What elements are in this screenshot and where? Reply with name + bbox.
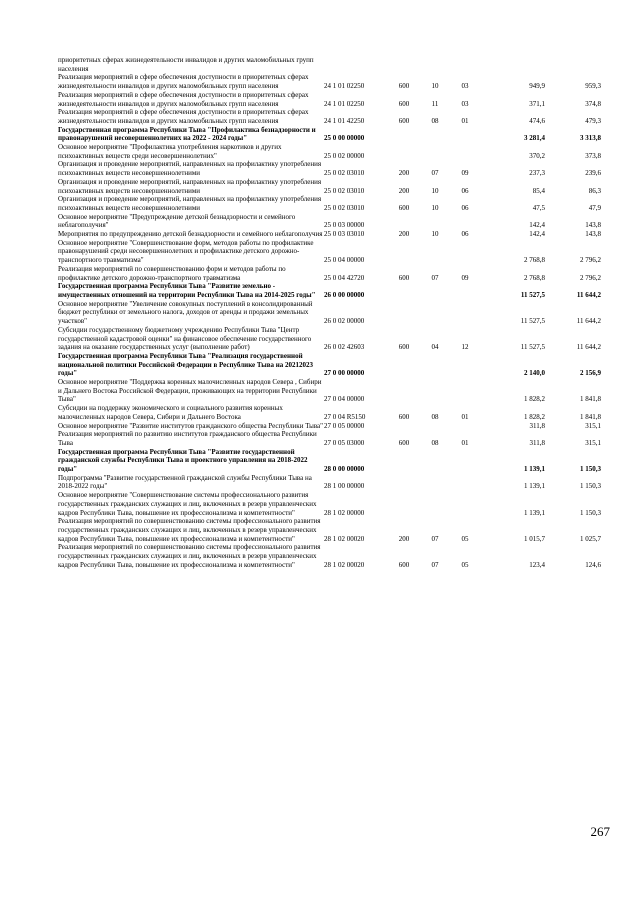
amount-year-1: 237,3 (529, 169, 545, 178)
table-row (58, 195, 601, 212)
expense-type-code: 600 (398, 560, 410, 569)
row-name: Основное мероприятие "Совершенствование системы профессионального развития государственных гражданских служащих и лиц, включенных в резерв управленческих кадров Республики Тыва, повышение их профессионализма и компетентности" (58, 491, 317, 517)
table-row (58, 300, 601, 326)
subsection-code (450, 422, 480, 431)
table-row (58, 108, 601, 125)
section-code (420, 56, 450, 73)
expense-type-code: 600 (398, 438, 410, 447)
amount-year-1: 1 015,7 (524, 534, 545, 543)
row-name: Субсидии государственному бюджетному учреждению Республики Тыва "Центр государственной кадастровой оценки" на финансовое обеспечение государственного задания на оказание государственных услуг (выполнение работ) (58, 325, 312, 352)
target-article-code: 27 0 05 00000 (324, 421, 365, 430)
target-article-code: 25 0 02 03010 (324, 203, 365, 212)
amount-year-1: 85,4 (532, 186, 545, 195)
subsection-code: 03 (461, 99, 469, 108)
amount-year-2: 1 150,3 (580, 482, 601, 491)
subsection-code: 05 (461, 534, 469, 543)
amount-year-2: 11 644,2 (576, 343, 601, 352)
amount-year-2: 143,8 (585, 221, 601, 230)
amount-year-1: 3 281,4 (524, 134, 545, 143)
section-code (420, 474, 450, 491)
row-name: Государственная программа Республики Тыва "Реализация государственной национальной политики Российской Федерации в Республике Тыва на 20212023 годы" (58, 351, 314, 378)
row-name: Реализация мероприятий по развитию институтов гражданского общества Республики Тыва (58, 430, 317, 447)
subsection-code (450, 143, 480, 160)
row-name: Государственная программа Республики Тыва "Развитие государственной гражданской службы Республики Тыва и проектного управления на 2018-2022 годы" (58, 447, 308, 474)
subsection-code (450, 491, 480, 517)
table-row (58, 178, 601, 195)
amount-year-1 (480, 56, 545, 73)
amount-year-1: 949,9 (529, 82, 545, 91)
table-row (58, 491, 601, 517)
amount-year-1: 311,8 (529, 421, 545, 430)
table-row (58, 56, 601, 73)
page-number: 267 (590, 824, 610, 839)
row-name: Реализация мероприятий по совершенствованию системы профессионального развития государственных гражданских служащих и лиц, включенных в резерв управленческих кадров Республики Тыва, повышение их профессионализма и компетентности" (58, 517, 321, 543)
expense-type-code: 600 (398, 412, 410, 421)
row-name: Субсидии на поддержку экономического и социального развития коренных малочисленных народов Севера, Сибири и Дальнего Востока (58, 404, 283, 421)
subsection-code (450, 282, 480, 299)
amount-year-2: 479,3 (585, 116, 601, 125)
amount-year-2: 86,3 (588, 186, 601, 195)
subsection-code (450, 239, 480, 265)
expense-type-code (388, 282, 420, 299)
amount-year-1: 142,4 (529, 230, 545, 239)
expense-type-code (388, 448, 420, 474)
target-article-code: 27 0 04 00000 (324, 395, 365, 404)
subsection-code: 06 (461, 230, 469, 239)
amount-year-2: 373,8 (585, 151, 601, 160)
subsection-code: 06 (461, 186, 469, 195)
amount-year-1: 123,4 (529, 560, 545, 569)
target-article-code: 26 0 02 42603 (324, 343, 365, 352)
row-name: Организация и проведение мероприятий, направленных на профилактику употребления психоактивных веществ несовершеннолетними (58, 195, 322, 212)
amount-year-2: 2 796,2 (580, 256, 601, 265)
amount-year-1: 11 527,5 (520, 317, 545, 326)
row-name: Государственная программа Республики Тыва "Профилактика безнадзорности и правонарушений несовершеннолетних на 2022 - 2024 годы" (58, 125, 316, 143)
target-article-code: 25 0 03 00000 (324, 221, 365, 230)
section-code: 07 (431, 560, 439, 569)
row-name: Реализация мероприятий в сфере обеспечения доступности в приоритетных сферах жизнедеятельности инвалидов и других маломобильных групп населения (58, 108, 309, 125)
expense-type-code: 600 (398, 203, 410, 212)
target-article-code: 26 0 02 00000 (324, 317, 365, 326)
budget-table (58, 56, 601, 569)
expense-type-code (388, 143, 420, 160)
table-row (58, 543, 601, 569)
amount-year-2: 47,9 (588, 203, 601, 212)
table-row (58, 213, 601, 230)
section-code (420, 213, 450, 230)
amount-year-1: 370,2 (529, 151, 545, 160)
amount-year-1: 11 527,5 (520, 290, 545, 299)
target-article-code: 24 1 01 02250 (324, 99, 365, 108)
amount-year-2: 1 025,7 (580, 534, 601, 543)
subsection-code: 01 (461, 438, 469, 447)
table-row (58, 430, 601, 447)
section-code: 08 (431, 438, 439, 447)
target-article-code: 24 1 01 42250 (324, 116, 365, 125)
row-name: Основное мероприятие "Профилактика употребления наркотиков и других психоактивных веществ среди несовершеннолетних" (58, 143, 282, 160)
target-article-code: 24 1 01 02250 (324, 82, 365, 91)
table-row (58, 352, 601, 378)
target-article-code: 25 0 04 00000 (324, 256, 365, 265)
amount-year-2: 11 644,2 (576, 317, 601, 326)
section-code: 07 (431, 169, 439, 178)
amount-year-1: 47,5 (532, 203, 545, 212)
expense-type-code: 600 (398, 273, 410, 282)
amount-year-2: 239,6 (585, 169, 601, 178)
table-row (58, 126, 601, 143)
table-row (58, 230, 601, 239)
expense-type-code (388, 213, 420, 230)
section-code (420, 239, 450, 265)
expense-type-code: 600 (398, 343, 410, 352)
amount-year-2: 315,1 (585, 421, 601, 430)
table-row (58, 448, 601, 474)
table-row (58, 404, 601, 421)
section-code: 10 (431, 203, 439, 212)
expense-type-code: 600 (398, 116, 410, 125)
subsection-code: 01 (461, 116, 469, 125)
section-code: 08 (431, 412, 439, 421)
row-name: Основное мероприятие "Предупреждение детской безнадзорности и семейного неблагополучия" (58, 212, 296, 230)
amount-year-1: 1 828,2 (524, 395, 545, 404)
row-name: Основное мероприятие "Поддержка коренных малочисленных народов Севера , Сибири и Дальнего Востока Российской Федерации, проживающих на территории Республики Тыва" (58, 378, 322, 404)
table-row (58, 91, 601, 108)
amount-year-1: 2 140,0 (524, 369, 545, 378)
expense-type-code (388, 491, 420, 517)
amount-year-1: 371,1 (529, 99, 545, 108)
row-name: Организация и проведение мероприятий, направленных на профилактику употребления психоактивных веществ несовершеннолетними (58, 160, 322, 178)
row-name: Реализация мероприятий в сфере обеспечения доступности в приоритетных сферах жизнедеятельности инвалидов и других маломобильных групп населения (58, 73, 309, 91)
target-article-code: 27 0 05 03000 (324, 438, 365, 447)
amount-year-1: 1 139,1 (524, 508, 545, 517)
subsection-code: 09 (461, 169, 469, 178)
section-code: 11 (431, 99, 439, 108)
table-row (58, 378, 601, 404)
amount-year-1: 142,4 (529, 221, 545, 230)
target-article-code: 28 1 00 00000 (324, 482, 365, 491)
target-article-code: 25 0 00 00000 (324, 134, 365, 143)
section-code (420, 300, 450, 326)
subsection-code (450, 352, 480, 378)
target-article-code: 28 0 00 00000 (324, 465, 365, 474)
table-row (58, 422, 601, 431)
budget-table-body (58, 56, 601, 569)
target-article-code: 25 0 04 42720 (324, 273, 365, 282)
row-name: Организация и проведение мероприятий, направленных на профилактику употребления психоактивных веществ несовершеннолетними (58, 177, 322, 195)
expense-type-code (388, 126, 420, 143)
expense-type-code (388, 378, 420, 404)
subsection-code (450, 300, 480, 326)
target-article-code: 26 0 00 00000 (324, 290, 365, 299)
expense-type-code: 200 (398, 534, 410, 543)
target-article-code: 25 0 02 03010 (324, 186, 365, 195)
table-row (58, 474, 601, 491)
amount-year-1: 1 828,2 (524, 412, 545, 421)
amount-year-1: 311,8 (529, 438, 545, 447)
expense-type-code (388, 474, 420, 491)
expense-type-code (388, 239, 420, 265)
amount-year-2: 3 313,8 (580, 134, 601, 143)
target-article-code: 25 0 02 03010 (324, 169, 365, 178)
section-code: 07 (431, 534, 439, 543)
subsection-code (450, 213, 480, 230)
row-name: Реализация мероприятий по совершенствованию форм и методов работы по профилактике детского дорожно-транспортного травматизма (58, 264, 286, 282)
table-row (58, 239, 601, 265)
subsection-code: 06 (461, 203, 469, 212)
section-code (420, 352, 450, 378)
subsection-code: 09 (461, 273, 469, 282)
section-code: 08 (431, 116, 439, 125)
amount-year-2: 1 841,8 (580, 412, 601, 421)
section-code (420, 143, 450, 160)
amount-year-2: 11 644,2 (576, 290, 601, 299)
section-code (420, 448, 450, 474)
table-row (58, 326, 601, 352)
section-code (420, 126, 450, 143)
row-name: Основное мероприятие "Совершенствование форм, методов работы по профилактике правонарушений среди несовершеннолетних и профилактике детского дорожно-транспортного травматизма" (58, 238, 314, 265)
amount-year-2: 143,8 (585, 230, 601, 239)
table-row (58, 282, 601, 299)
table-row (58, 517, 601, 543)
row-name: Мероприятия по предупреждению детской безнадзорности и семейного неблагополучия (58, 230, 323, 239)
table-row (58, 143, 601, 160)
target-article-code: 28 1 02 00020 (324, 534, 365, 543)
section-code: 10 (431, 230, 439, 239)
expense-type-code (388, 352, 420, 378)
section-code: 07 (431, 273, 439, 282)
expense-type-code: 600 (398, 82, 410, 91)
expense-type-code: 200 (398, 230, 410, 239)
subsection-code (450, 378, 480, 404)
expense-type-code: 200 (398, 186, 410, 195)
expense-type-code (388, 56, 420, 73)
target-article-code: 27 0 04 R5150 (324, 412, 366, 421)
amount-year-1: 1 139,1 (524, 482, 545, 491)
amount-year-1: 1 139,1 (524, 465, 545, 474)
row-name: Основное мероприятие "Увеличение совокупных поступлений в консолидированный бюджет республики от земельного налога, доходов от аренды и продажи земельных участков" (58, 299, 313, 326)
amount-year-1: 11 527,5 (520, 343, 545, 352)
target-article-code: 28 1 02 00020 (324, 560, 365, 569)
target-article-code (324, 56, 388, 73)
expense-type-code (388, 422, 420, 431)
amount-year-2: 1 150,3 (580, 508, 601, 517)
amount-year-1: 474,6 (529, 116, 545, 125)
amount-year-2: 374,8 (585, 99, 601, 108)
amount-year-2: 2 156,9 (580, 369, 601, 378)
amount-year-2 (545, 56, 601, 73)
subsection-code (450, 126, 480, 143)
expense-type-code: 200 (398, 169, 410, 178)
target-article-code: 25 0 03 03010 (324, 230, 365, 239)
section-code (420, 378, 450, 404)
amount-year-2: 1 841,8 (580, 395, 601, 404)
subsection-code (450, 448, 480, 474)
subsection-code (450, 474, 480, 491)
subsection-code: 03 (461, 82, 469, 91)
amount-year-1: 2 768,8 (524, 256, 545, 265)
table-row (58, 73, 601, 90)
amount-year-2: 1 150,3 (580, 465, 601, 474)
amount-year-2: 2 796,2 (580, 273, 601, 282)
subsection-code: 12 (461, 343, 469, 352)
subsection-code (450, 56, 480, 73)
table-row (58, 160, 601, 177)
amount-year-2: 124,6 (585, 560, 601, 569)
row-name: Реализация мероприятий в сфере обеспечения доступности в приоритетных сферах жизнедеятельности инвалидов и других маломобильных групп населения (58, 90, 309, 108)
section-code: 10 (431, 82, 439, 91)
subsection-code: 01 (461, 412, 469, 421)
row-name: Подпрограмма "Развитие государственной гражданской службы Республики Тыва на 2018-2022 годы" (58, 473, 312, 491)
amount-year-2: 959,3 (585, 82, 601, 91)
row-name: Реализация мероприятий по совершенствованию системы профессионального развития государственных гражданских служащих и лиц, включенных в резерв управленческих кадров Республики Тыва, повышение их профессионализма и компетентности" (58, 543, 321, 569)
section-code (420, 491, 450, 517)
section-code: 10 (431, 186, 439, 195)
target-article-code: 28 1 02 00000 (324, 508, 365, 517)
subsection-code: 05 (461, 560, 469, 569)
section-code (420, 282, 450, 299)
row-name: Государственная программа Республики Тыва "Развитие земельно - имущественных отношений на территории Республики Тыва на 2014-2025 годы" (58, 282, 316, 299)
amount-year-2: 315,1 (585, 438, 601, 447)
table-row (58, 265, 601, 282)
section-code (420, 422, 450, 431)
target-article-code: 25 0 02 00000 (324, 151, 365, 160)
amount-year-1: 2 768,8 (524, 273, 545, 282)
expense-type-code: 600 (398, 99, 410, 108)
expense-type-code (388, 300, 420, 326)
row-name: приоритетных сферах жизнедеятельности инвалидов и других маломобильных групп населения (58, 56, 314, 73)
section-code: 04 (431, 343, 439, 352)
row-name: Основное мероприятие "Развитие институтов гражданского общества Республики Тыва" (58, 421, 324, 430)
target-article-code: 27 0 00 00000 (324, 369, 365, 378)
